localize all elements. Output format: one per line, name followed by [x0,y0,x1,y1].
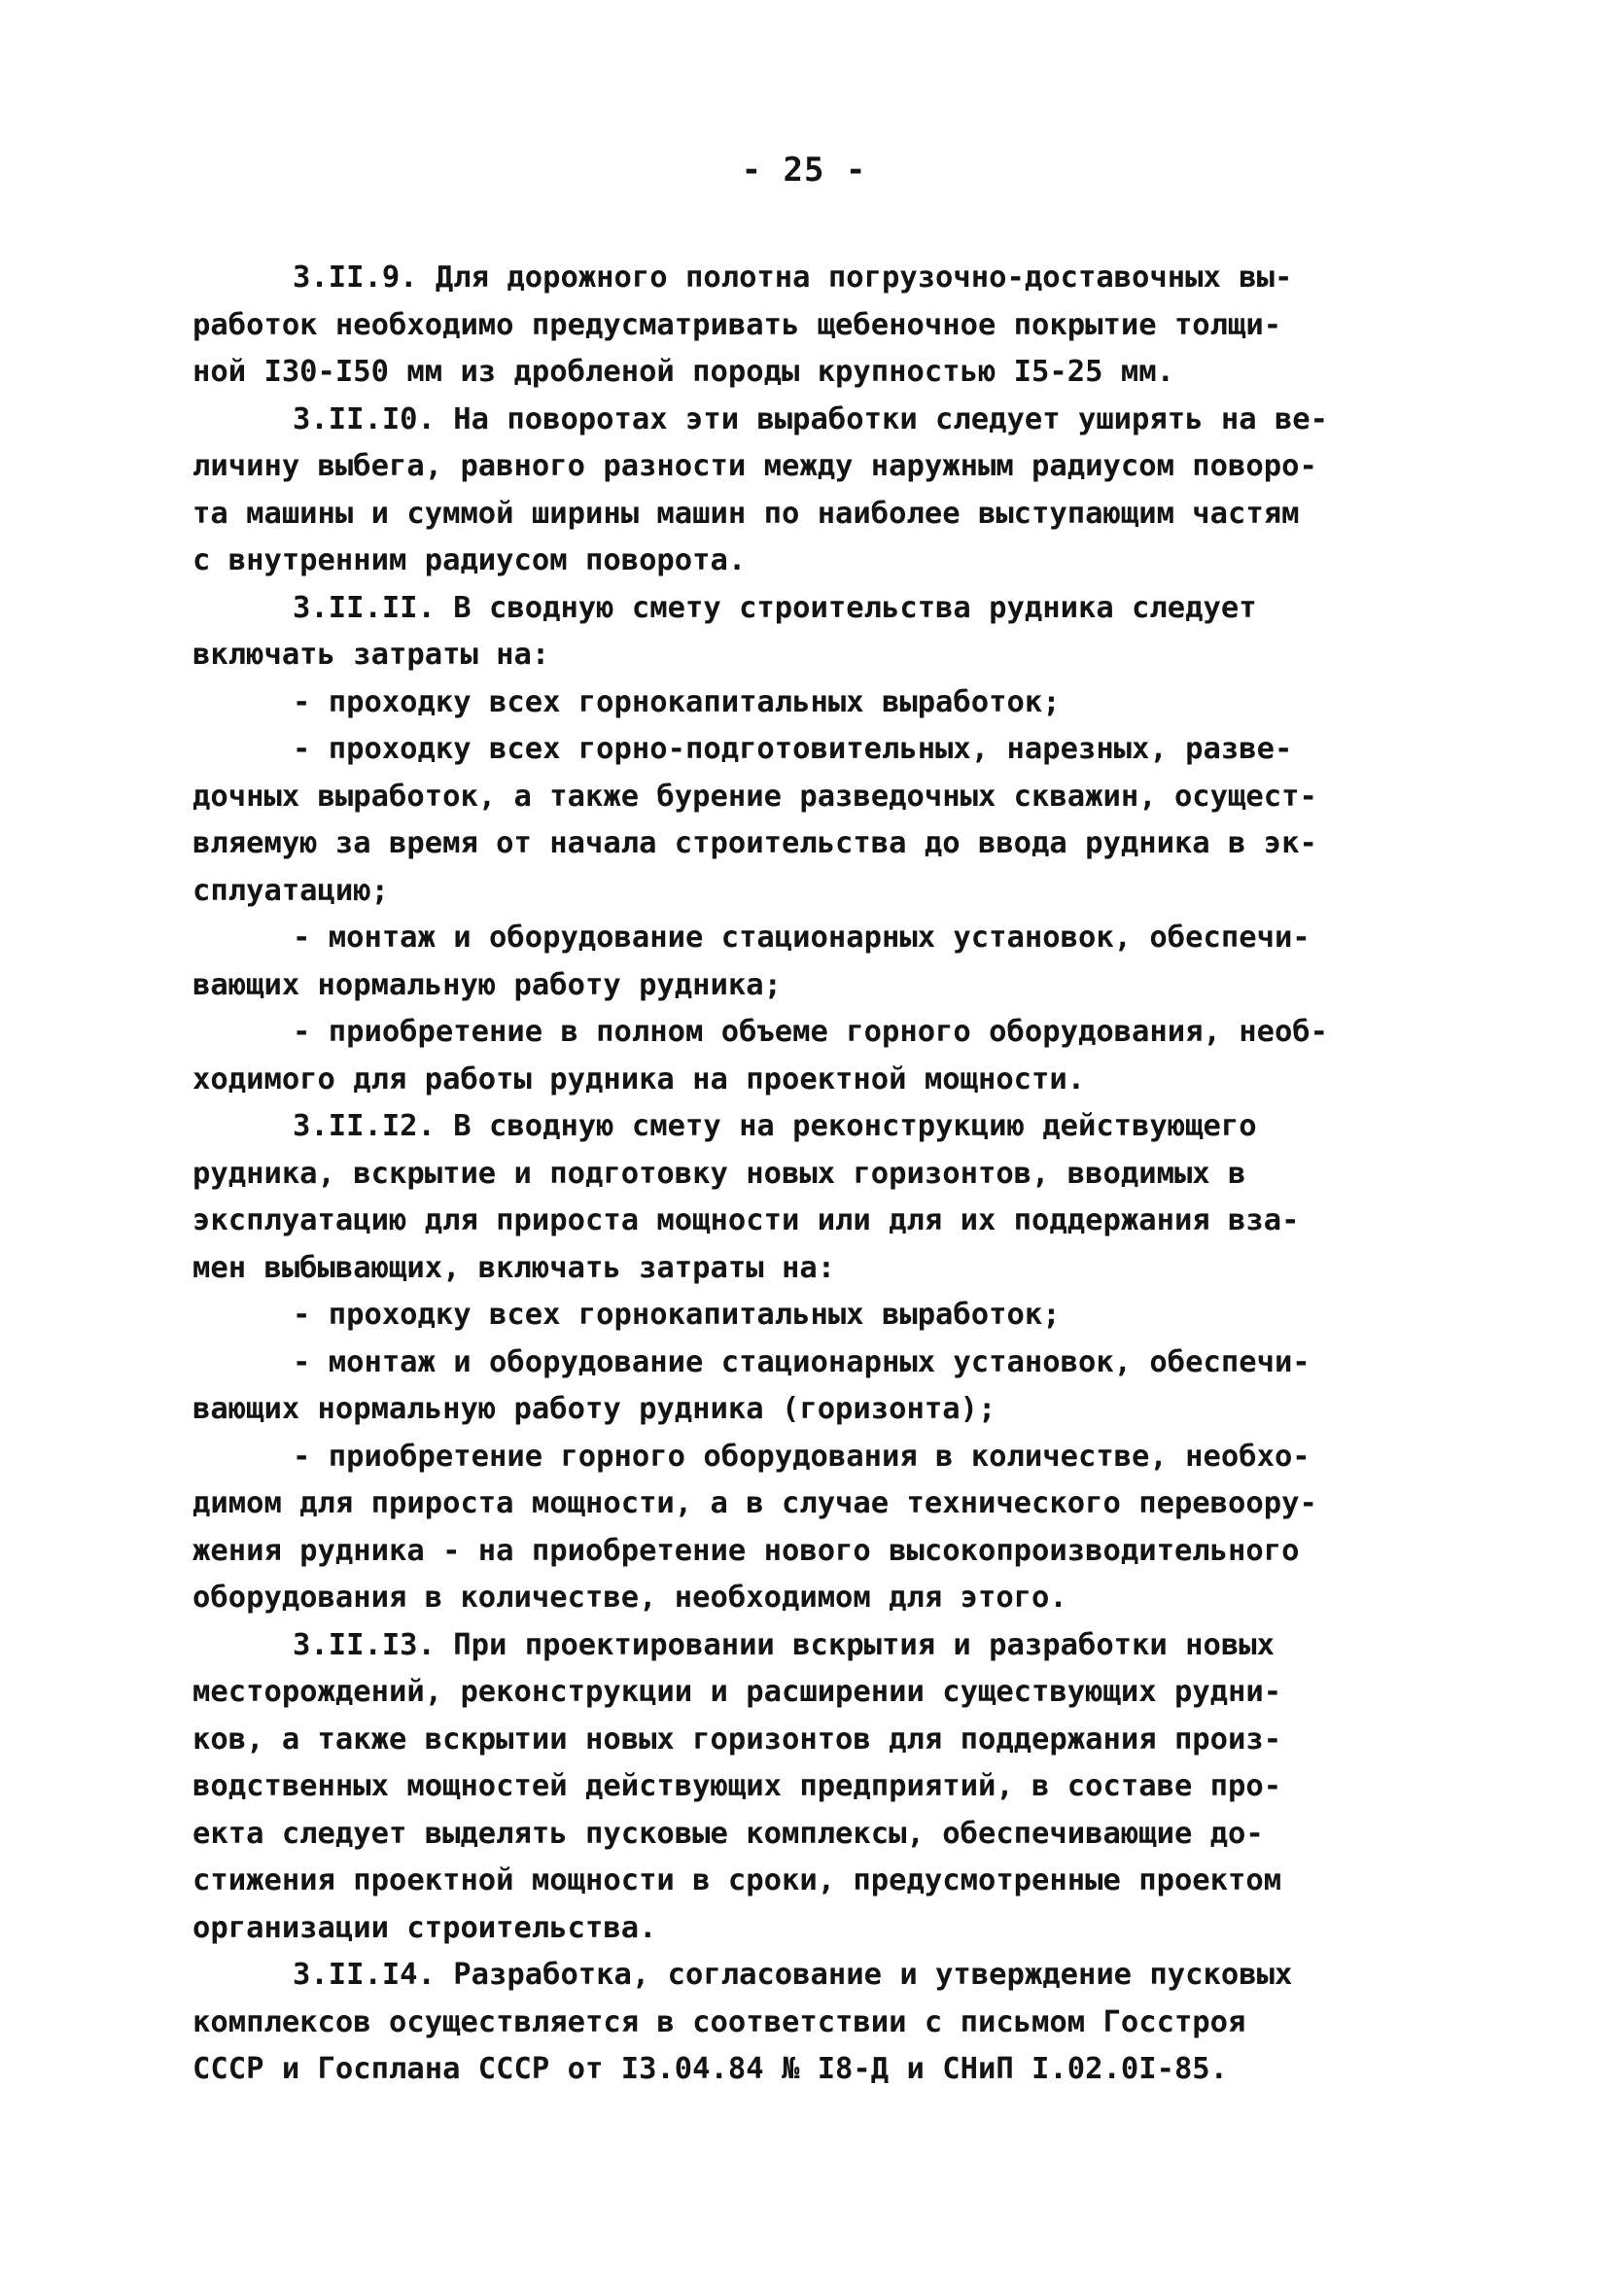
text-line: димом для прироста мощности, а в случае технического перевоору- [192,1486,1317,1520]
text-line: включать затраты на: [192,638,550,672]
text-line: личину выбега, равного разности между наружным радиусом поворо- [192,449,1317,483]
text-line: вающих нормальную работу рудника; [192,967,782,1002]
text-line: - проходку всех горно-подготовительных, нарезных, разве- [293,732,1293,766]
text-line: эксплуатацию для прироста мощности или для их поддержания вза- [192,1203,1300,1237]
text-line: 3.II.II. В сводную смету строительства рудника следует [293,590,1257,625]
text-line: ной I30-I50 мм из дробленой породы крупностью I5-25 мм. [192,355,1174,389]
text-line: та машины и суммой ширины машин по наиболее выступающим частям [192,496,1300,531]
text-line: 3.II.9. Для дорожного полотна погрузочно-доставочных вы- [293,261,1293,295]
text-line: оборудования в количестве, необходимом для этого. [192,1581,1067,1615]
text-line: - монтаж и оборудование стационарных установок, обеспечи- [293,921,1311,955]
text-line: - приобретение горного оборудования в количестве, необхо- [293,1439,1311,1474]
text-line: ков, а также вскрытии новых горизонтов для поддержания произ- [192,1722,1282,1757]
text-line: жения рудника - на приобретение нового высокопроизводительного [192,1533,1300,1568]
text-line: водственных мощностей действующих предприятий, в составе про- [192,1769,1282,1803]
text-line: дочных выработок, а также бурение разведочных скважин, осущест- [192,779,1317,814]
text-line: вляемую за время от начала строительства до ввода рудника в эк- [192,826,1317,860]
document-body [192,255,1398,2094]
text-line: рудника, вскрытие и подготовку новых горизонтов, вводимых в [192,1156,1246,1191]
text-line: - проходку всех горнокапитальных выработок; [293,1298,1061,1332]
text-line: 3.II.I2. В сводную смету на реконструкцию действующего [293,1109,1257,1143]
text-line: работок необходимо предусматривать щебеночное покрытие толщи- [192,307,1282,342]
text-line: - монтаж и оборудование стационарных установок, обеспечи- [293,1344,1311,1379]
page-number: - 25 - [741,151,867,190]
text-line: сплуатацию; [192,873,389,908]
text-line: 3.II.I4. Разработка, согласование и утверждение пусковых [293,1958,1293,1992]
text-line: - приобретение в полном объеме горного оборудования, необ- [293,1015,1329,1049]
text-line: 3.II.I3. При проектировании вскрытия и разработки новых [293,1627,1275,1662]
text-line: СССР и Госплана СССР от I3.04.84 № I8-Д и СНиП I.02.0I-85. [192,2052,1229,2086]
text-line: ходимого для работы рудника на проектной мощности. [192,1061,1086,1096]
text-line: - проходку всех горнокапитальных выработок; [293,684,1061,719]
text-line: 3.II.I0. На поворотах эти выработки следует уширять на ве- [293,401,1329,436]
text-line: мен выбывающих, включать затраты на: [192,1250,836,1285]
text-line: комплексов осуществляется в соответствии с письмом Госстроя [192,2004,1246,2039]
text-line: с внутренним радиусом поворота. [192,543,747,577]
text-line: стижения проектной мощности в сроки, предусмотренные проектом [192,1863,1282,1897]
text-line: екта следует выделять пусковые комплексы, обеспечивающие до- [192,1816,1264,1851]
text-line: организации строительства. [192,1910,657,1945]
text-line: вающих нормальную работу рудника (горизонта); [192,1392,996,1426]
text-line: месторождений, реконструкции и расширении существующих рудни- [192,1675,1282,1709]
